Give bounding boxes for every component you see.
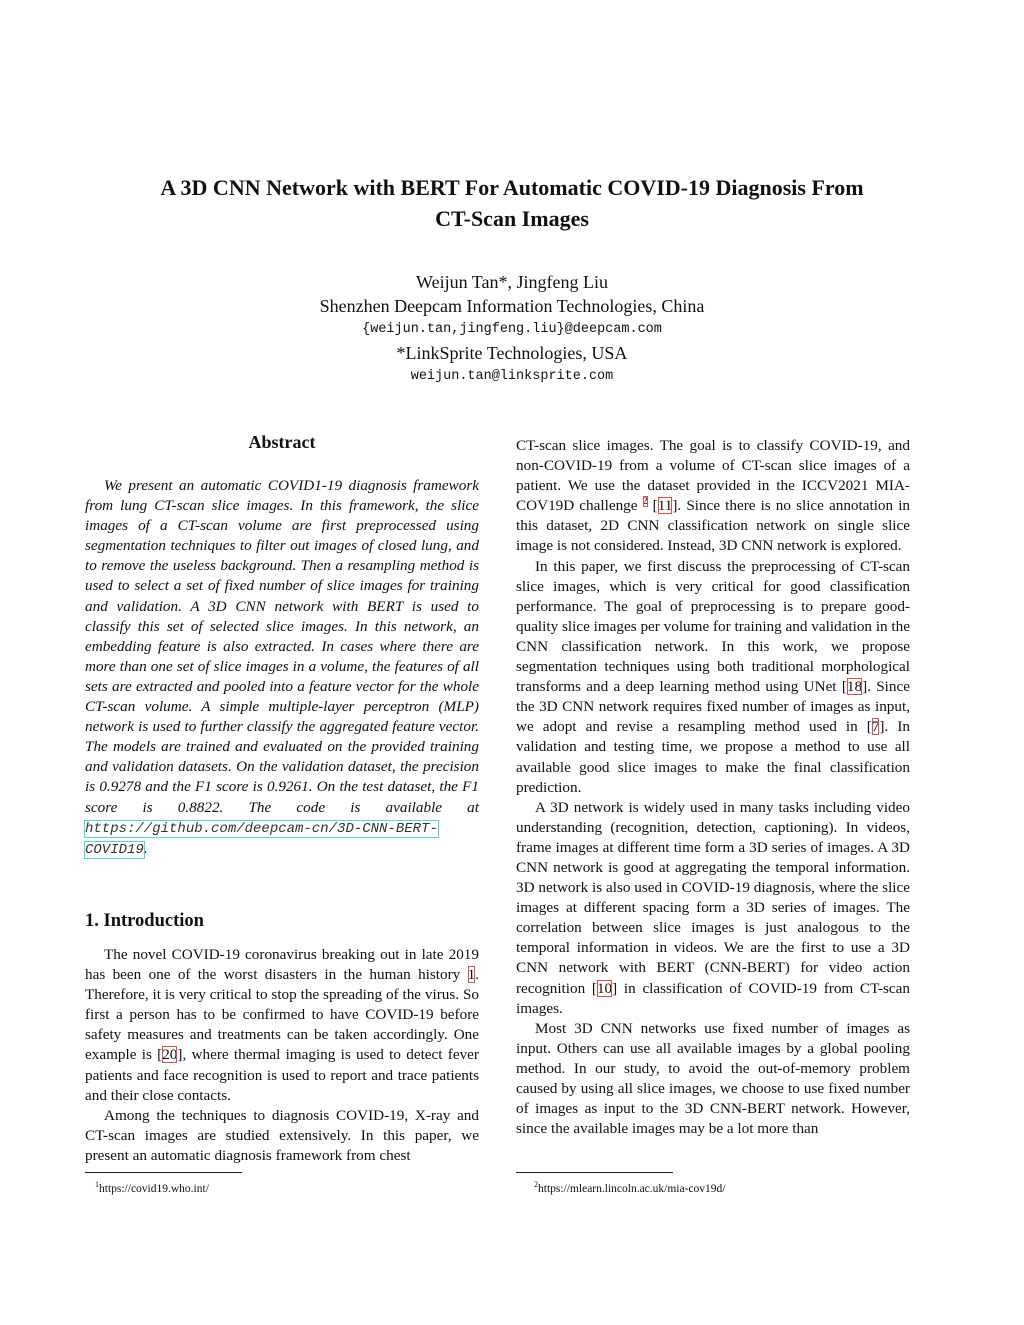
right-paragraph-2: In this paper, we first discuss the preprocessing of CT-scan slice images, which is very critical for good classification performance. The goal of preprocessing is to prepare good-quality slice images per volume for training and validation in the CNN classification network. In this work, we propose segmentation techniques using both traditional morphological transforms and a deep learning method using UNet [18]. Since the 3D CNN network requires fixed number of images as input, we adopt and revise a resampling method used in [7]. In validation and testing time, we propose a method to use all available good slice images to make the final classification prediction. [516, 557, 910, 796]
citation-18[interactable]: 18 [846, 678, 863, 696]
footnote-1-url[interactable]: https://covid19.who.int/ [99, 1182, 209, 1195]
abstract-body [85, 476, 479, 860]
section-heading-introduction: 1. Introduction [85, 911, 204, 931]
email-deepcam: {weijun.tan,jingfeng.liu}@deepcam.com [362, 322, 662, 337]
footnote-2-url[interactable]: https://mlearn.lincoln.ac.uk/mia-cov19d/ [538, 1182, 726, 1195]
intro-paragraph-1: The novel COVID-19 coronavirus breaking out in late 2019 has been one of the worst disasters in the human history 1. Therefore, it is very critical to stop the spreading of the virus. So first a person has to be confirmed to have COVID-19 before safety measures and treatments can be taken accordingly. One example is [20], where thermal imaging is used to detect fever patients and face recognition is used to report and trace patients and their close contacts. [85, 946, 479, 1104]
affiliation-deepcam: Shenzhen Deepcam Information Technologies, China [319, 296, 705, 316]
footnote-rule-left [85, 1172, 242, 1173]
intro-left-column [85, 945, 479, 1166]
right-paragraph-3: A 3D network is widely used in many tasks including video understanding (recognition, detection, captioning). In videos, frame images at different time form a 3D series of images. A 3D CNN network is good at aggregating the temporal information. 3D network is also used in COVID-19 diagnosis, where the slice images at different spacing form a 3D series of images. The correlation between slice images is just analogous to the temporal information in videos. We are the first to use a 3D CNN network with BERT (CNN-BERT) for video action recognition [10] in classification of COVID-19 from CT-scan images. [516, 798, 910, 1017]
citation-11[interactable]: 11 [657, 497, 673, 515]
right-paragraph-4: Most 3D CNN networks use fixed number of images as input. Others can use all available images by a global pooling method. In our study, to avoid the out-of-memory problem caused by using all slice images, we choose to use fixed number of images as input to the 3D CNN-BERT network. However, since the available images may be a lot more than [516, 1019, 910, 1138]
intro-paragraph-2: Among the techniques to diagnosis COVID-19, X-ray and CT-scan images are studied extensively. In this paper, we present an automatic diagnosis framework from chest [85, 1106, 479, 1164]
code-link[interactable]: https://github.com/deepcam-cn/3D-CNN-BERT-COVID19 [85, 820, 438, 858]
paper-title [0, 172, 1024, 234]
citation-7[interactable]: 7 [871, 718, 880, 736]
footnote-2-mark: 2 [534, 1180, 538, 1189]
email-linksprite: weijun.tan@linksprite.com [410, 369, 614, 384]
author-block [0, 270, 1024, 388]
author-names: Weijun Tan*, Jingfeng Liu [416, 272, 608, 292]
footnote-1 [95, 1178, 209, 1196]
paper-title-line1: A 3D CNN Network with BERT For Automatic COVID-19 Diagnosis From [160, 175, 864, 200]
affiliation-linksprite: *LinkSprite Technologies, USA [396, 343, 628, 363]
abstract-end-period: . [143, 839, 148, 857]
footnote-ref-1[interactable]: 1 [467, 966, 476, 984]
right-paragraph-1: CT-scan slice images. The goal is to classify COVID-19, and non-COVID-19 from a volume of CT-scan slice images of a patient. We use the dataset provided in the ICCV2021 MIA-COV19D challenge $^2$ [11]. Since there is no slice annotation in this dataset, 2D CNN classification network on single slice image is not considered. Instead, 3D CNN network is explored. [516, 437, 911, 555]
footnote-1-mark: 1 [95, 1180, 99, 1189]
intro-right-column [516, 436, 910, 1139]
paper-title-line2: CT-Scan Images [435, 206, 589, 231]
abstract-text: We present an automatic COVID1-19 diagnosis framework from lung CT-scan slice images. In this framework, the slice images of a CT-scan volume are first preprocessed using segmentation techniques to filter out images of closed lung, and to remove the useless background. Then a resampling method is used to select a set of fixed number of slice images for training and validation. A 3D CNN network with BERT is used to classify this set of selected slice images. In this network, an embedding feature is also extracted. In cases where there are more than one set of slice images in a volume, the features of all sets are extracted and pooled into a feature vector for the whole CT-scan volume. A simple multiple-layer perceptron (MLP) network is used to further classify the aggregated feature vector. The models are trained and evaluated on the provided training and validation datasets. On the validation dataset, the precision is 0.9278 and the F1 score is 0.9261. On the test dataset, the F1 score is 0.8822. The code is available at [85, 477, 479, 816]
footnote-rule-right [516, 1172, 673, 1173]
footnote-2 [534, 1178, 725, 1196]
citation-10[interactable]: 10 [596, 979, 613, 997]
footnote-ref-2[interactable]: 2 [642, 496, 648, 508]
abstract-heading: Abstract [248, 432, 316, 452]
citation-20[interactable]: 20 [162, 1046, 178, 1064]
